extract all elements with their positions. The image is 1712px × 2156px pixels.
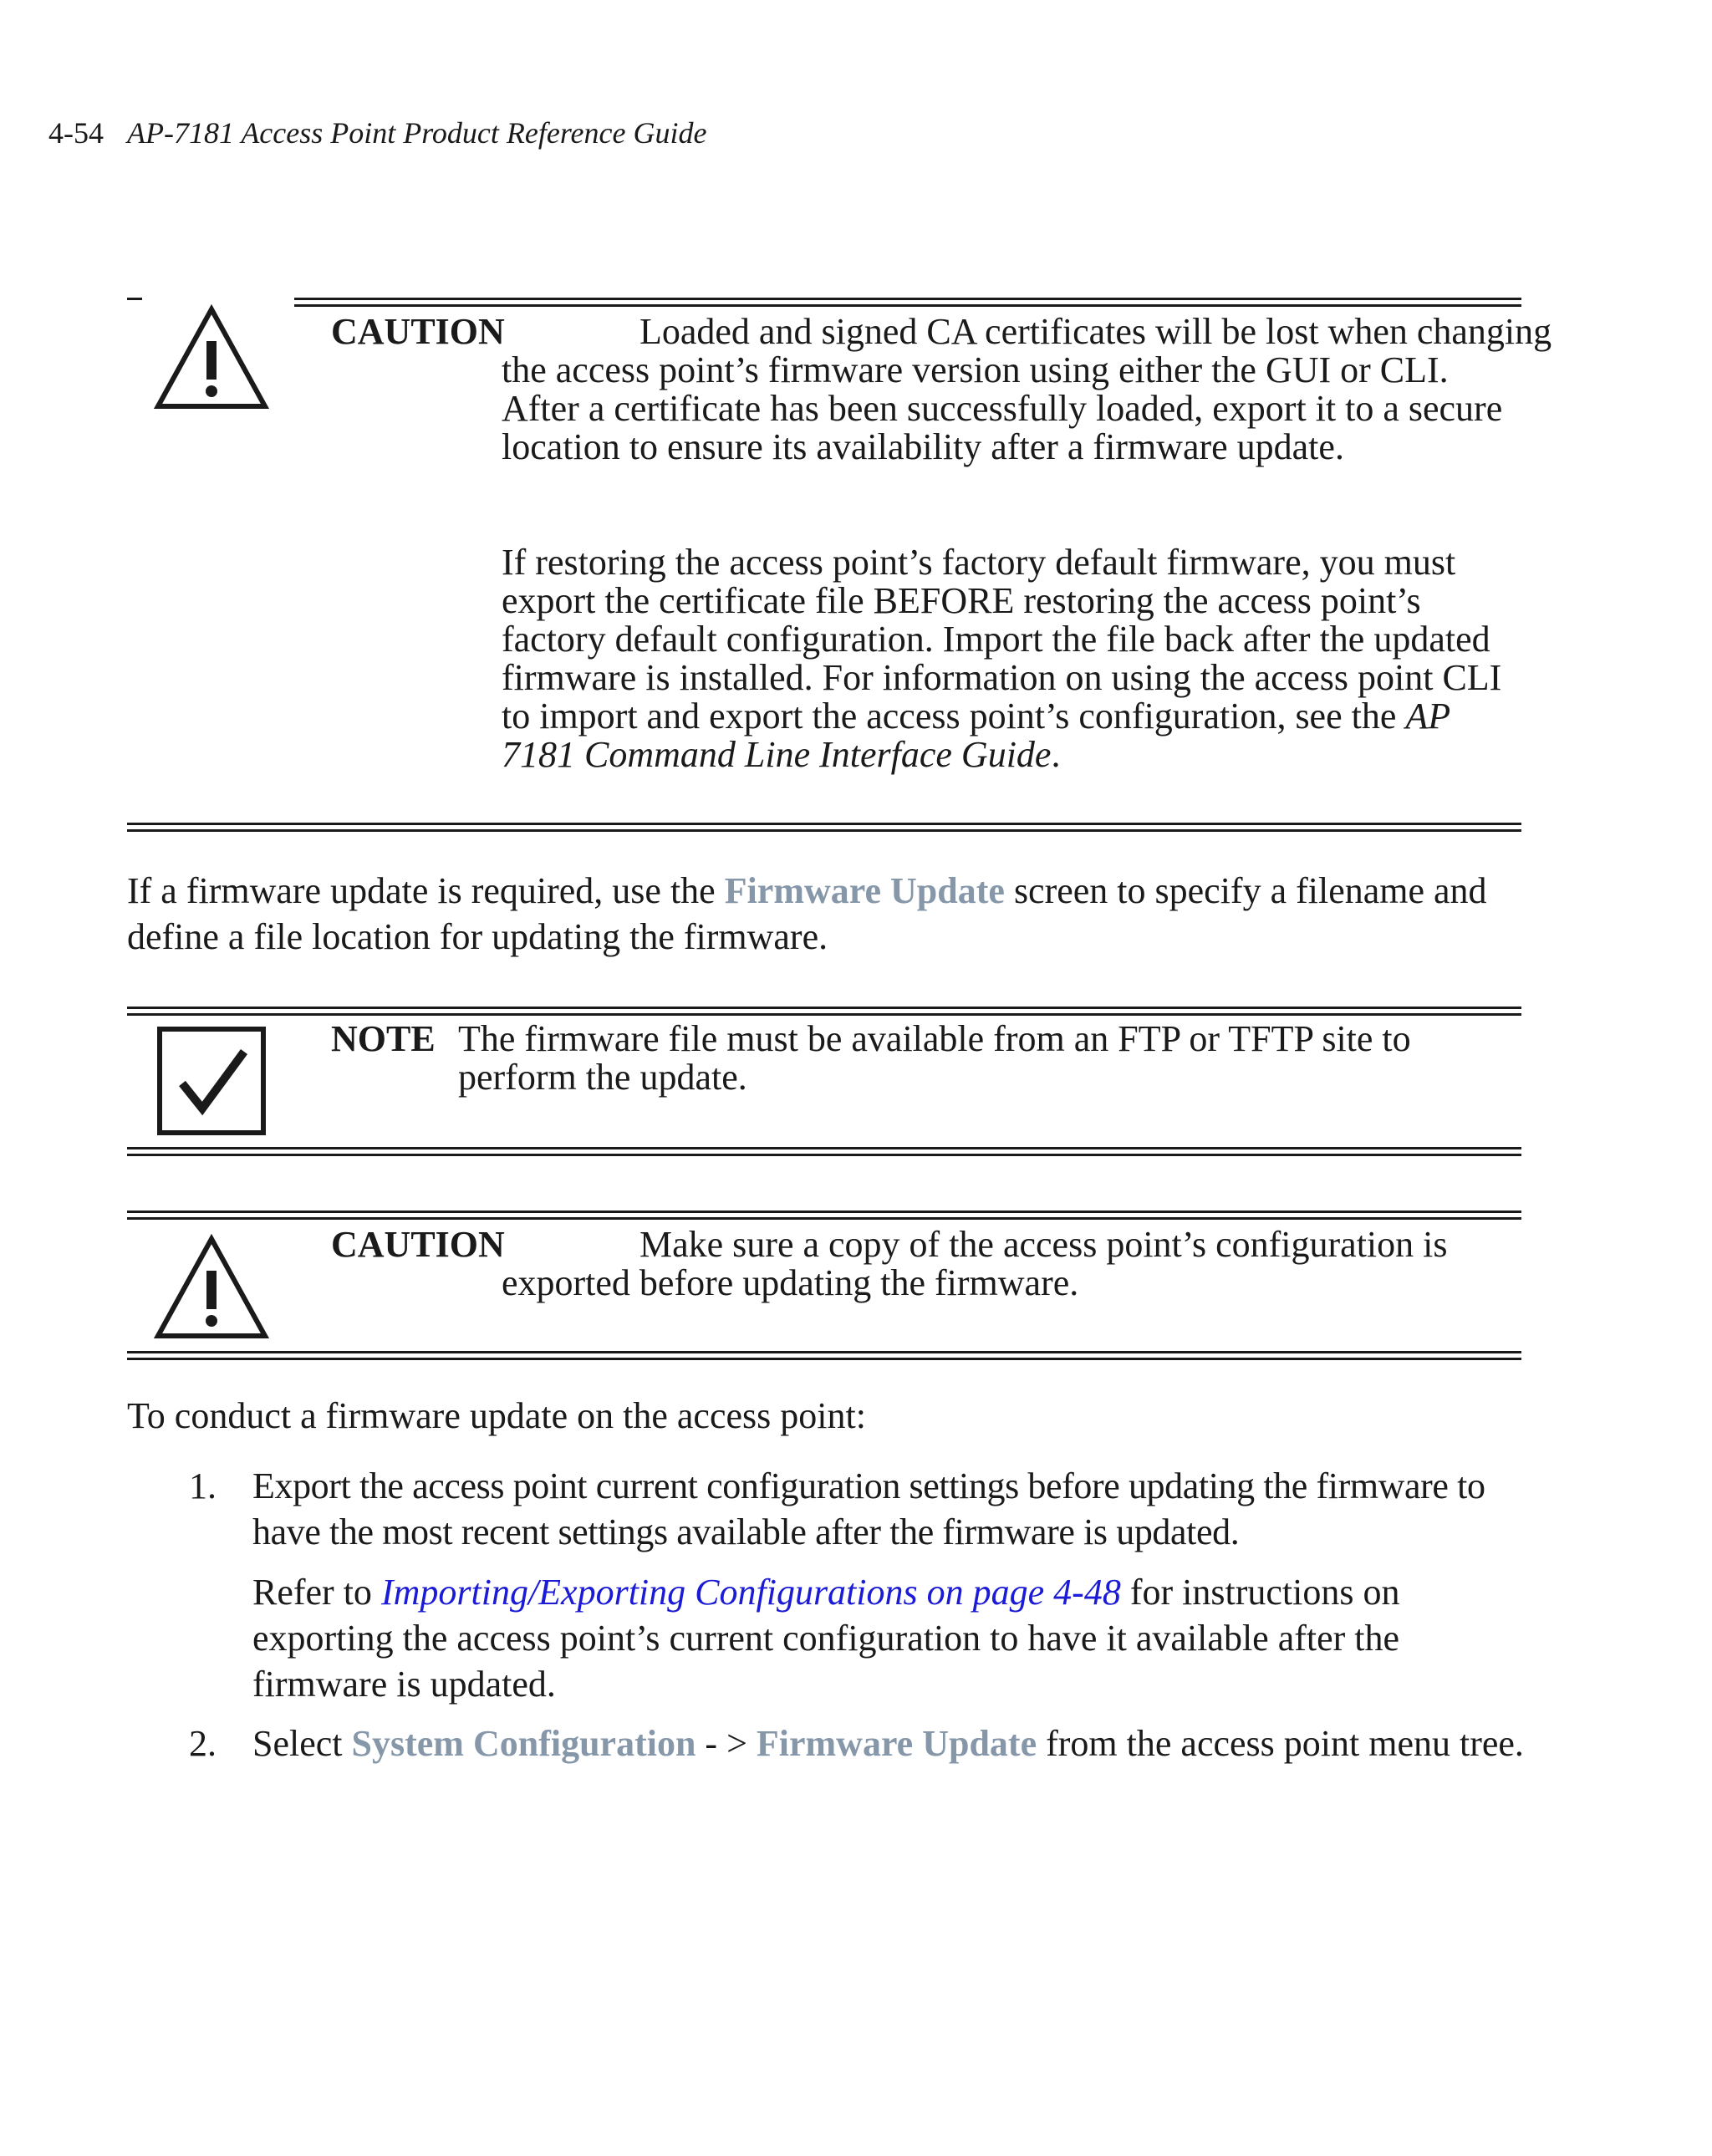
caution-text-paragraph-1-body: the access point’s firmware version using either the GUI or CLI. After a certificate has been successfully loaded, export it to a secure location to ensure its availability after a firmware update.	[502, 349, 1503, 467]
page-header	[48, 115, 706, 151]
step-2-text	[252, 1720, 1531, 1766]
firmware-update-screen-reference: Firmware Update	[724, 870, 1005, 911]
caution-block-2	[127, 1211, 1521, 1361]
note-label: NOTE	[331, 1018, 436, 1059]
caution-label: CAUTION	[331, 311, 505, 352]
intro-text-after: screen to specify a filename and define a file location for updating the firmware.	[127, 870, 1487, 957]
firmware-update-intro	[127, 868, 1515, 960]
step-2-after: from the access point menu tree.	[1037, 1723, 1524, 1764]
caution-bottom-rule	[127, 823, 1521, 832]
note-top-rule	[127, 1007, 1521, 1016]
menu-separator: - >	[696, 1723, 757, 1764]
step-1-sub-before: Refer to	[252, 1572, 381, 1613]
caution-2-first-line: Make sure a copy of the access point’s configuration is	[639, 1224, 1448, 1265]
system-configuration-menu-reference: System Configuration	[351, 1723, 696, 1764]
intro-text-before: If a firmware update is required, use the	[127, 870, 725, 911]
firmware-update-menu-reference: Firmware Update	[756, 1723, 1037, 1764]
warning-triangle-icon	[154, 304, 269, 411]
caution-text-paragraph-2-body: If restoring the access point’s factory default firmware, you must export the certificate file BEFORE restoring the access point’s factory default configuration. Import the file back after the updated firmware is installed. For information on using the access point CLI to import and export the access point’s configuration, see the	[502, 542, 1502, 737]
step-1-sub-text	[252, 1569, 1531, 1707]
procedure-step-2	[189, 1720, 1535, 1829]
procedure-intro: To conduct a firmware update on the access point:	[127, 1395, 866, 1436]
header-rule-stub	[127, 298, 142, 300]
step-1-main-text: Export the access point current configuration settings before updating the firmware to have the most recent settings available after the firmware is updated.	[252, 1465, 1485, 1552]
warning-triangle-icon	[154, 1234, 269, 1341]
page-number: 4-54	[48, 116, 104, 150]
caution-text-paragraph-2	[502, 543, 1513, 774]
step-text	[252, 1463, 1531, 1707]
caution-2-second-line: exported before updating the firmware.	[502, 1262, 1079, 1303]
step-2-before: Select	[252, 1723, 352, 1764]
note-text: The firmware file must be available from an FTP or TFTP site to perform the update.	[458, 1018, 1411, 1098]
caution-text-paragraph-2-end: .	[1051, 734, 1061, 775]
caution-text-paragraph-1	[502, 313, 1513, 466]
step-number: 1.	[189, 1465, 217, 1506]
guide-title: AP-7181 Access Point Product Reference Guide	[127, 116, 707, 150]
step-number: 2.	[189, 1723, 217, 1764]
caution-2-label: CAUTION	[331, 1224, 505, 1265]
step-text	[252, 1720, 1531, 1766]
checkmark-box-icon	[157, 1027, 266, 1135]
cli-guide-reference: AP 7181 Command Line Interface Guide	[502, 696, 1450, 775]
caution-2-top-rule	[127, 1211, 1521, 1220]
caution-block-1	[127, 298, 1552, 841]
procedure-step-1	[189, 1463, 1535, 1714]
note-block	[127, 1007, 1521, 1157]
step-1-sub-after: for instructions on exporting the access point’s current configuration to have it available after the firmware is updated.	[252, 1572, 1400, 1705]
caution-2-bottom-rule	[127, 1351, 1521, 1360]
note-bottom-rule	[127, 1147, 1521, 1156]
caution-top-rule	[294, 298, 1521, 307]
caution-text-first-line: Loaded and signed CA certificates will be lost when changing	[639, 311, 1552, 352]
importing-exporting-configurations-link[interactable]: Importing/Exporting Configurations on page 4-48	[380, 1572, 1121, 1613]
